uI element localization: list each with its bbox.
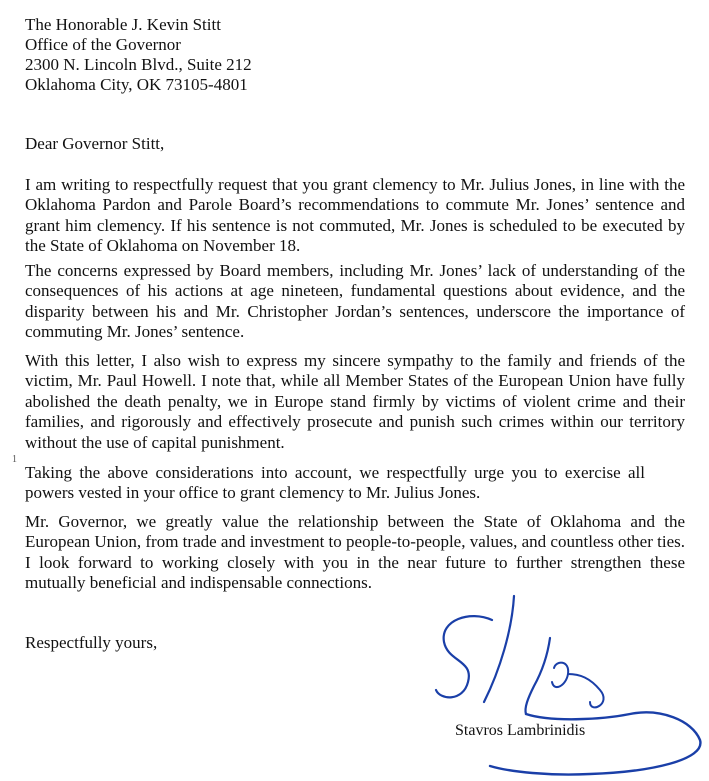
body-paragraph-1: I am writing to respectfully request that you grant clemency to Mr. Julius Jones, in line with the Oklahoma Pardon and Parole Board’s recommendations to commute Mr. Jones’ sentence and grant him clemency. If his sentence is not commuted, Mr. Jones is scheduled to be executed by the State of Oklahoma on November 18. <box>25 175 685 256</box>
handwritten-signature-icon <box>430 590 709 781</box>
body-paragraph-3: With this letter, I also wish to express my sincere sympathy to the family and friends of the victim, Mr. Paul Howell. I note that, while all Member States of the European Union have fully abolished the death penalty, we in Europe stand firmly by victims of violent crime and their families, and rigorously and effectively prosecute and punish such crimes within our territory without the use of capital punishment. <box>25 351 685 452</box>
closing: Respectfully yours, <box>25 633 158 652</box>
margin-mark: 1 <box>12 454 17 465</box>
body-paragraph-4: Taking the above considerations into account, we respectfully urge you to exercise all powers vested in your office to grant clemency to Mr. Julius Jones. <box>25 463 645 503</box>
recipient-address-block <box>25 15 252 95</box>
recipient-office: Office of the Governor <box>25 35 181 54</box>
salutation: Dear Governor Stitt, <box>25 134 165 153</box>
recipient-street: 2300 N. Lincoln Blvd., Suite 212 <box>25 55 252 74</box>
body-paragraph-5: Mr. Governor, we greatly value the relationship between the State of Oklahoma and the European Union, from trade and investment to people-to-people, values, and countless other ties. I look forward to working closely with you in the near future to further strengthen these mutually beneficial and indispensable connections. <box>25 512 685 593</box>
recipient-name: The Honorable J. Kevin Stitt <box>25 15 221 34</box>
signer-name: Stavros Lambrinidis <box>455 722 586 739</box>
recipient-city: Oklahoma City, OK 73105-4801 <box>25 75 248 94</box>
body-paragraph-2: The concerns expressed by Board members, including Mr. Jones’ lack of understanding of the consequences of his actions at age nineteen, fundamental questions about evidence, and the disparity between his and Mr. Christopher Jordan’s sentences, underscore the importance of commuting Mr. Jones’ sentence. <box>25 261 685 342</box>
